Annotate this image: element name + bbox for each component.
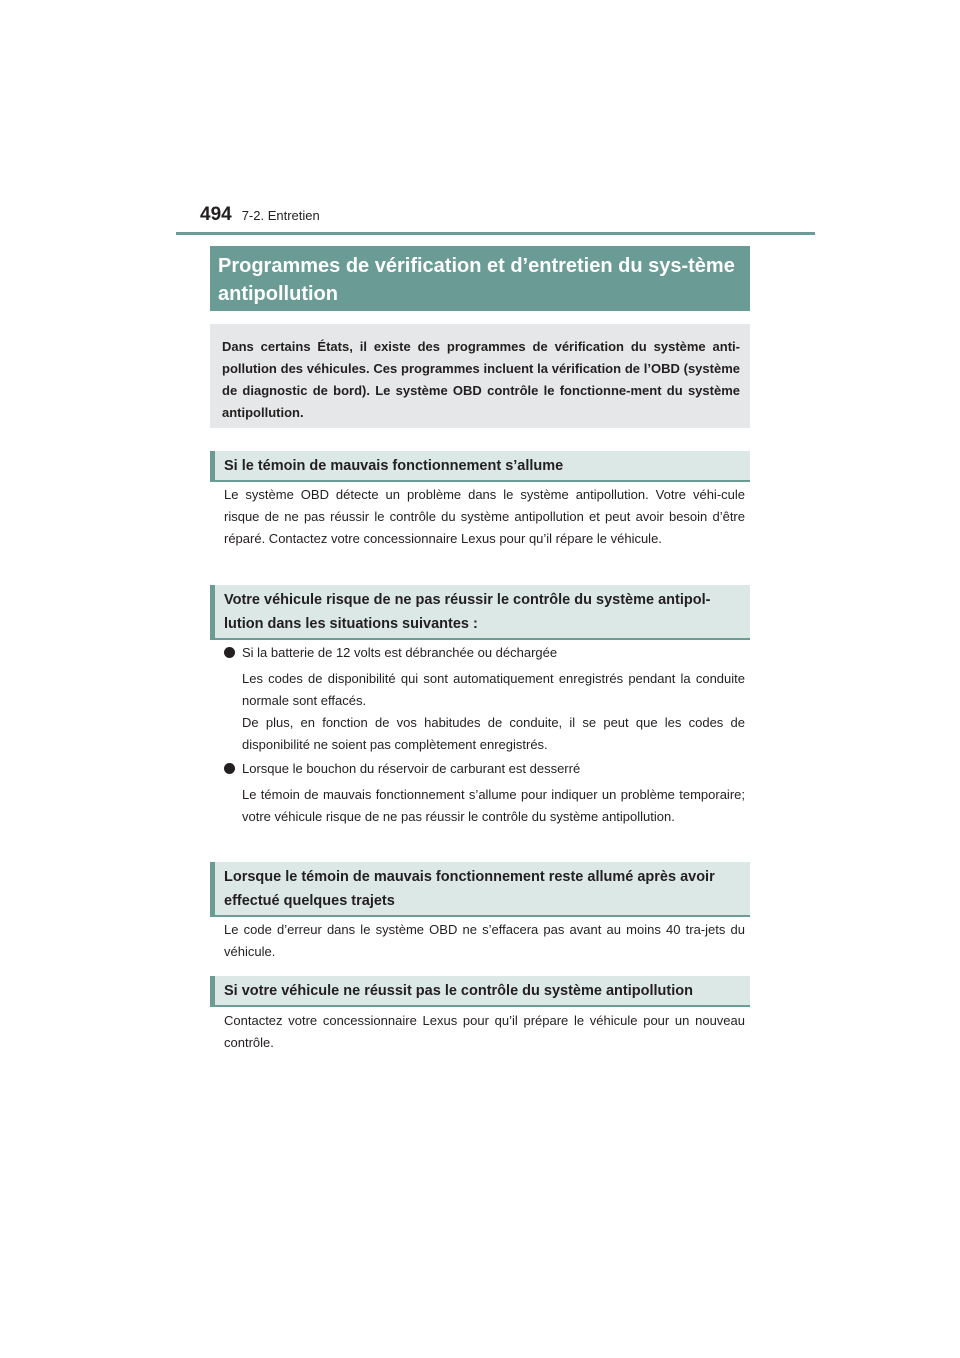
title-box <box>210 246 750 311</box>
section-heading-fail-situations <box>210 585 750 640</box>
list-item-battery <box>224 642 745 664</box>
section-heading-text: Si votre véhicule ne réussit pas le contrôle du système antipollution <box>224 983 693 999</box>
bullet-icon <box>224 647 235 658</box>
section-heading-malfunction-lamp <box>210 451 750 482</box>
bullet-icon <box>224 763 235 774</box>
page-number: 494 <box>200 204 232 225</box>
list-item-fuel-cap <box>224 758 745 780</box>
section-body-malfunction-lamp: Le système OBD détecte un problème dans le système antipollution. Votre véhi-cule risque de ne pas réussir le contrôle du système antipollution et peut avoir besoin d’être réparé. Contactez votre concessionnaire Lexus pour qu’il répare le véhicule. <box>224 487 745 546</box>
section-heading-failed-inspection <box>210 976 750 1007</box>
section-body-failed-inspection: Contactez votre concessionnaire Lexus pour qu’il prépare le véhicule pour un nouveau contrôle. <box>224 1013 745 1050</box>
page-header <box>200 204 320 234</box>
section-label: 7-2. Entretien <box>241 208 320 223</box>
list-item-text: Lorsque le bouchon du réservoir de carburant est desserré <box>242 761 581 776</box>
list-item-text: Si la batterie de 12 volts est débranchée ou déchargée <box>242 645 558 660</box>
intro-text: Dans certains États, il existe des programmes de vérification du système anti-pollution des véhicules. Ces programmes incluent la vérification de l’OBD (système de diagnostic de bord). Le système OBD contrôle le fonctionne-ment du système antipollution. <box>222 339 740 420</box>
section-heading-text: Lorsque le témoin de mauvais fonctionnement reste allumé après avoir effectué quelques trajets <box>224 869 715 909</box>
section-body-lamp-stays-on: Le code d’erreur dans le système OBD ne s’effacera pas avant au moins 40 tra-jets du véhicule. <box>224 922 745 959</box>
section-heading-text: Si le témoin de mauvais fonctionnement s’allume <box>224 458 564 474</box>
section-heading-text: Votre véhicule risque de ne pas réussir le contrôle du système antipol-lution dans les situations suivantes : <box>224 592 711 632</box>
list-item-detail: Le témoin de mauvais fonctionnement s’allume pour indiquer un problème temporaire; votre véhicule risque de ne pas réussir le contrôle du système antipollution. <box>242 787 745 824</box>
section-heading-lamp-stays-on <box>210 862 750 917</box>
intro-box <box>210 324 750 428</box>
header-rule <box>176 232 815 235</box>
list-item-detail: Les codes de disponibilité qui sont automatiquement enregistrés pendant la conduite normale sont effacés. <box>242 671 745 708</box>
list-item-detail: De plus, en fonction de vos habitudes de conduite, il se peut que les codes de disponibilité ne soient pas complètement enregistrés. <box>242 715 745 752</box>
page-title: Programmes de vérification et d’entretien du sys-tème antipollution <box>218 255 735 305</box>
